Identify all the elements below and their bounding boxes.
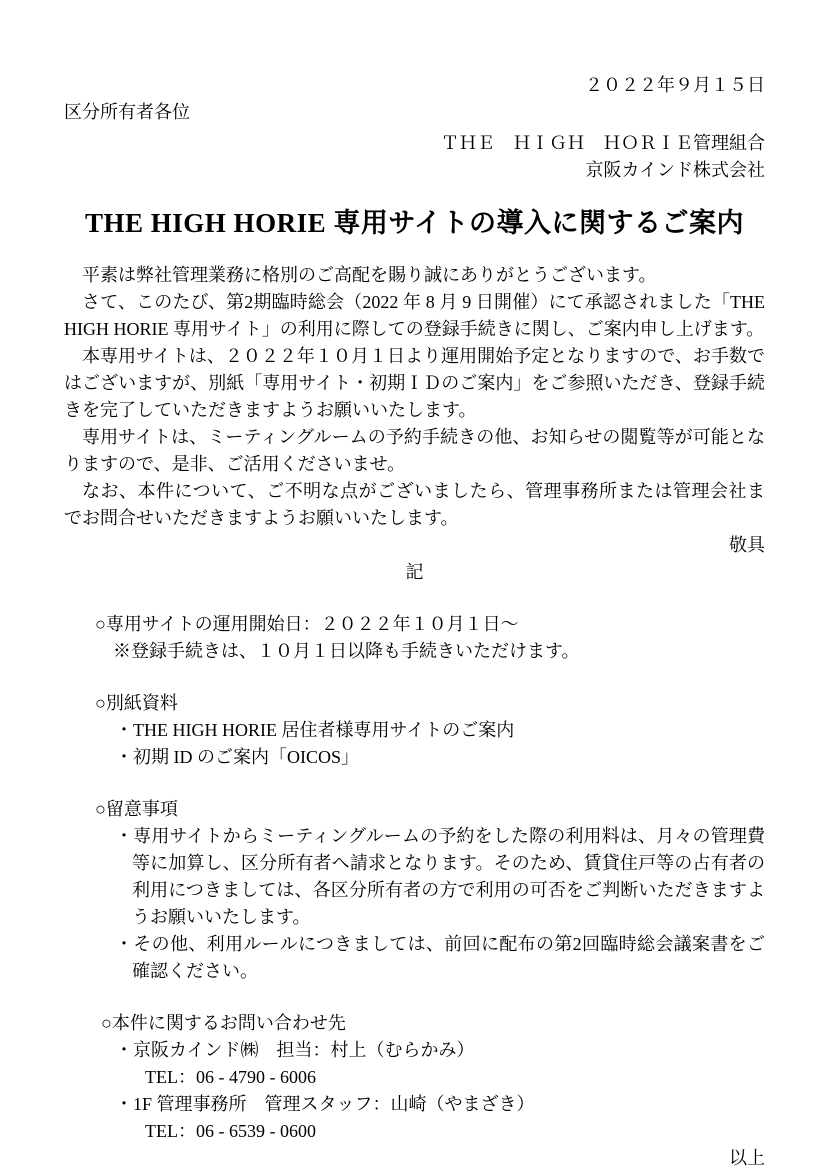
record-marker: 記	[405, 562, 424, 582]
body-paragraph-4: 専用サイトは、ミーティングルームの予約手続きの他、お知らせの閲覧等が可能となりますので、是非、ご活用くださいませ。	[64, 427, 765, 474]
attachment-item-1: ・THE HIGH HORIE 居住者様専用サイトのご案内	[115, 720, 515, 740]
section-contact-heading: ○本件に関するお問い合わせ先	[101, 1013, 346, 1033]
contact-tel-1: TEL：06 - 4790 - 6006	[145, 1067, 316, 1087]
section-attachments-heading: ○別紙資料	[95, 693, 178, 713]
body-paragraph-2: さて、このたび、第2期臨時総会（2022 年 8 月 9 日開催）にて承認されました「THE HIGH HORIE 専用サイト」の利用に際しての登録手続きに関し、ご案内申し上げます。	[64, 292, 765, 339]
note-item-2: ・その他、利用ルールにつきましては、前回に配布の第2回臨時総会議案書をご確認ください。	[115, 934, 765, 981]
closing-keigu: 敬具	[729, 535, 765, 555]
sender-org: ＴＨＥ ＨＩＧＨ ＨＯＲＩＥ管理組合	[441, 133, 765, 153]
sender-block	[64, 130, 765, 184]
date-line: ２０２２年９月１５日	[585, 75, 765, 95]
body-text	[64, 262, 765, 532]
addressee: 区分所有者各位	[64, 102, 190, 122]
section-start-date	[64, 611, 765, 665]
section-contact	[64, 1010, 765, 1145]
attachment-item-2: ・初期 ID のご案内「OICOS」	[115, 747, 360, 767]
start-date-note: ※登録手続きは、１０月１日以降も手続きいただけます。	[113, 641, 580, 661]
body-paragraph-1: 平素は弊社管理業務に格別のご高配を賜り誠にありがとうございます。	[82, 265, 657, 285]
contact-name-2: ・1F 管理事務所 管理スタッフ：山崎（やまざき）	[115, 1094, 535, 1114]
section-attachments	[64, 690, 765, 771]
section-start-date-heading: ○専用サイトの運用開始日：２０２２年１０月１日～	[95, 614, 519, 634]
sender-company: 京阪カインド株式会社	[585, 160, 765, 180]
body-paragraph-5: なお、本件について、ご不明な点がございましたら、管理事務所または管理会社までお問合せいただきますようお願いいたします。	[64, 481, 765, 528]
page-title: THE HIGH HORIE 専用サイトの導入に関するご案内	[85, 208, 744, 238]
contact-name-1: ・京阪カインド㈱ 担当：村上（むらかみ）	[115, 1040, 475, 1060]
section-notes	[64, 796, 765, 985]
note-item-1: ・専用サイトからミーティングルームの予約をした際の利用料は、月々の管理費等に加算し、区分所有者へ請求となります。そのため、賃貸住戸等の占有者の利用につきましては、各区分所有者の方で利用の可否をご判断いただきますようお願いいたします。	[115, 826, 765, 927]
closing-ijou: 以上	[729, 1148, 765, 1168]
body-paragraph-3: 本専用サイトは、２０２２年１０月１日より運用開始予定となりますので、お手数ではございますが、別紙「専用サイト・初期ＩＤのご案内」をご参照いただき、登録手続きを完了していただきますようお願いいたします。	[64, 346, 765, 420]
contact-tel-2: TEL：06 - 6539 - 0600	[145, 1121, 316, 1141]
section-notes-heading: ○留意事項	[95, 799, 178, 819]
